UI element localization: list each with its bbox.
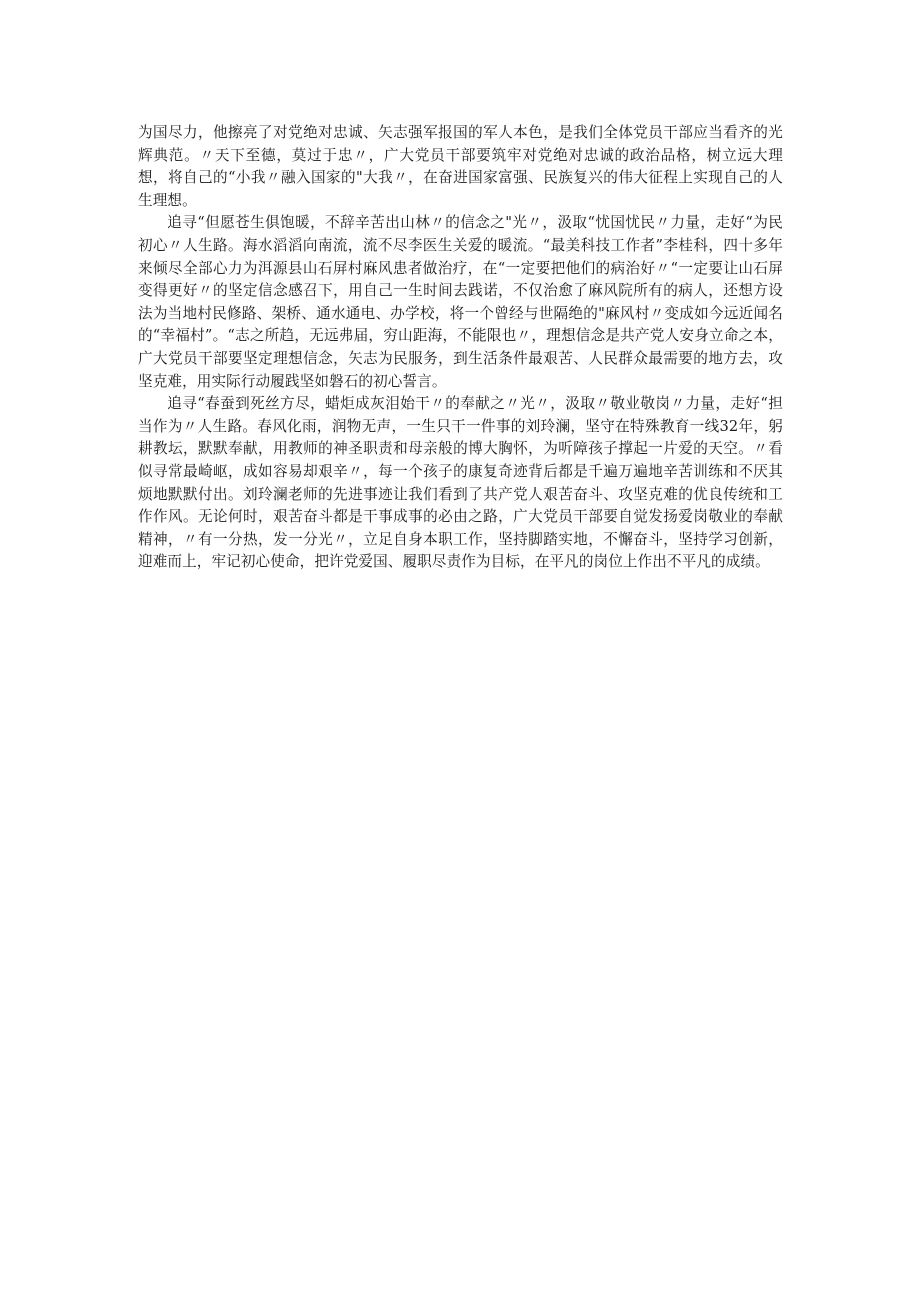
document-body [138,122,783,574]
paragraph-1: 为国尽力，他擦亮了对党绝对忠诚、矢志强军报国的军人本色，是我们全体党员干部应当看齐的光辉典范。〃天下至德，莫过于忠〃，广大党员干部要筑牢对党绝对忠诚的政治品格，树立远大理想，将自己的“小我〃融入国家的"大我〃，在奋进国家富强、民族复兴的伟大征程上实现自己的人生理想。 [138,124,783,209]
paragraph-3: 追寻“春蚕到死丝方尽，蜡炬成灰泪始干〃的奉献之〃光〃，汲取〃敬业敬岗〃力量，走好“担当作为〃人生路。春风化雨，润物无声，一生只干一件事的刘玲澜，坚守在特殊教育一线32年，躬耕教坛，默默奉献，用教师的神圣职责和母亲般的博大胸怀，为听障孩子撑起一片爱的天空。〃看似寻常最崎岖，成如容易却艰辛〃，每一个孩子的康复奇迹背后都是千遍万遍地辛苦训练和不厌其烦地默默付出。刘玲澜老师的先进事迹让我们看到了共产党人艰苦奋斗、攻坚克难的优良传统和工作作风。无论何时，艰苦奋斗都是干事成事的必由之路，广大党员干部要自觉发扬爱岗敬业的奉献精神，〃有一分热，发一分光〃，立足自身本职工作，坚持脚踏实地，不懈奋斗，坚持学习创新，迎难而上，牢记初心使命，把许党爱国、履职尽责作为目标，在平凡的岗位上作出不平凡的成绩。 [138,395,783,571]
paragraph-2: 追寻“但愿苍生俱饱暖，不辞辛苦出山林〃的信念之"光〃，汲取“忧国忧民〃力量，走好“为民初心〃人生路。海水滔滔向南流，流不尽李医生关爱的暖流。“最美科技工作者”李桂科，四十多年来倾尽全部心力为洱源县山石屏村麻风患者做治疗，在“一定要把他们的病治好〃“一定要让山石屏变得更好〃的坚定信念感召下，用自己一生时间去践诺，不仅治愈了麻风院所有的病人，还想方设法为当地村民修路、架桥、通水通电、办学校，将一个曾经与世隔绝的"麻风村〃变成如今远近闻名的“幸福村”。“志之所趋，无远弗届，穷山距海，不能限也〃，理想信念是共产党人安身立命之本，广大党员干部要坚定理想信念，矢志为民服务，到生活条件最艰苦、人民群众最需要的地方去，攻坚克难，用实际行动履践坚如磐石的初心誓言。 [138,214,783,390]
